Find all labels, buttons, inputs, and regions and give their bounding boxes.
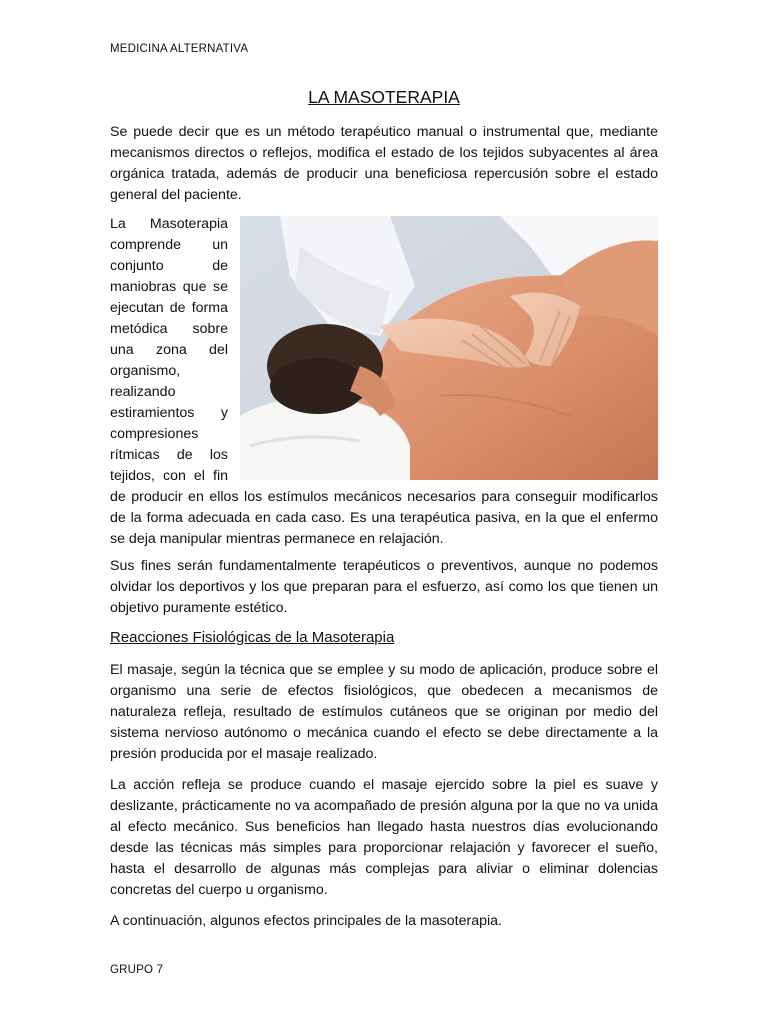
massage-photo	[240, 216, 658, 480]
page-header: MEDICINA ALTERNATIVA	[110, 43, 249, 55]
paragraph-closing: A continuación, algunos efectos principales de la masoterapia.	[110, 913, 502, 929]
paragraph-intro: Se puede decir que es un método terapéutico manual o instrumental que, mediante mecanismos directos o reflejos, modifica el estado de los tejidos subyacentes al área orgánica tratada, además de producir una beneficiosa repercusión sobre el estado general del paciente.	[110, 124, 658, 203]
paragraph-purposes: Sus fines serán fundamentalmente terapéuticos o preventivos, aunque no podemos olvidar los deportivos y los que preparan para el esfuerzo, así como los que tienen un objetivo puramente estético.	[110, 558, 658, 616]
paragraph-reflex-action: La acción refleja se produce cuando el masaje ejercido sobre la piel es suave y deslizante, prácticamente no va acompañado de presión alguna por la que no va unida al efecto mecánico. Sus beneficios han llegado hasta nuestros días evolucionando desde las técnicas más simples para proporcionar relajación y favorecer el sueño, hasta el desarrollo de algunas más complejas para aliviar o eliminar dolencias concretas del cuerpo u organismo.	[110, 777, 658, 898]
text-with-image	[110, 214, 658, 550]
page-title: LA MASOTERAPIA	[308, 87, 460, 107]
page-footer: GRUPO 7	[110, 964, 164, 976]
paragraph-definition: La Masoterapia comprende un conjunto de maniobras que se ejecutan de forma metódica sobre una zona del organismo, realizando estiramientos y compresiones rítmicas de los tejidos, con el fin de producir en ellos los estímulos mecánicos necesarios para conseguir modificarlos de la forma adecuada en cada caso. Es una terapéutica pasiva, en la que el enfermo se deja manipular mientras permanece en relajación.	[110, 216, 658, 547]
section-heading: Reacciones Fisiológicas de la Masoterapia	[110, 629, 395, 646]
paragraph-effects: El masaje, según la técnica que se emplee y su modo de aplicación, produce sobre el organismo una serie de efectos fisiológicos, que obedecen a mecanismos de naturaleza refleja, resultado de estímulos cutáneos que se originan por medio del sistema nervioso autónomo o mecánica cuando el efecto se debe directamente a la presión producida por el masaje realizado.	[110, 662, 658, 762]
